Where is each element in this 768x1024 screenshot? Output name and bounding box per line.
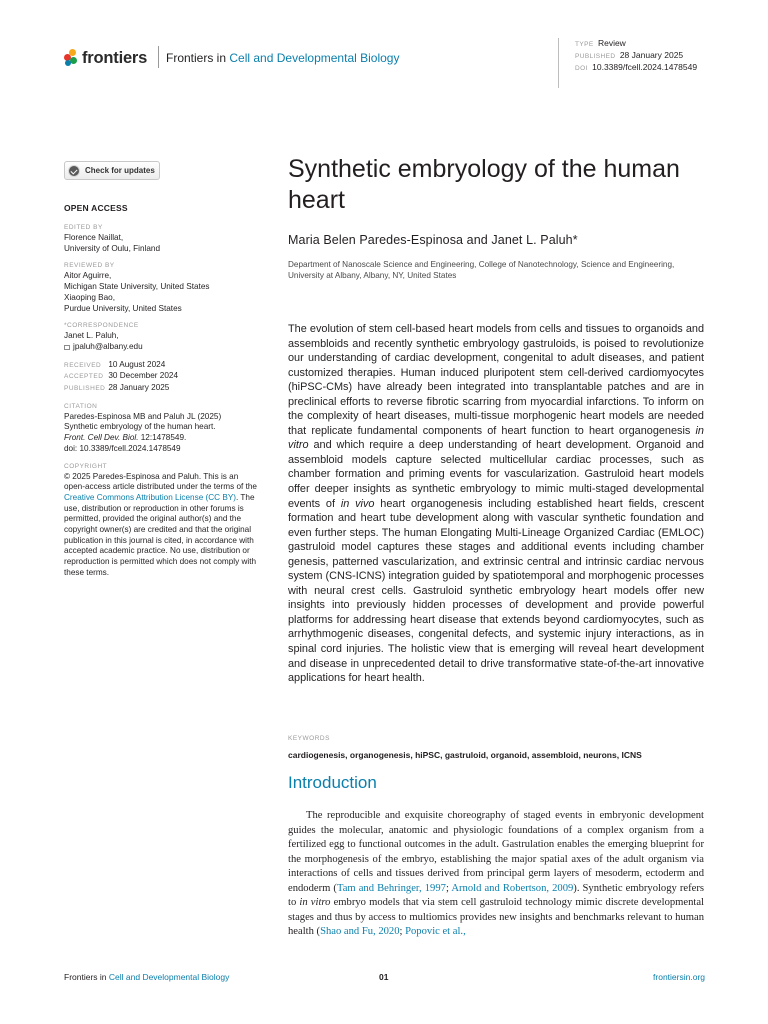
keywords-label: KEYWORDS bbox=[288, 735, 330, 742]
article-meta bbox=[558, 38, 697, 88]
copyright-section: COPYRIGHT © 2025 Paredes-Espinosa and Paluh. This is an open-access article distributed under the terms of the Creative Commons Attribution License (CC BY). The use, distribution or reproduction in other forums is permitted, provided the original author(s) and the copyright owner(s) are credited and that the original publication in this journal is cited, in accordance with accepted academic practice. No use, distribution or reproduction is permitted which does not comply with these terms. bbox=[64, 462, 257, 577]
keywords-list: cardiogenesis, organogenesis, hiPSC, gastruloid, organoid, assembloid, neurons, ICNS bbox=[288, 750, 642, 760]
frontiers-logo-mark-icon bbox=[64, 49, 78, 67]
author-affiliation: Department of Nanoscale Science and Engineering, College of Nanotechnology, Science and Engineering, University at Albany, Albany, NY, United States bbox=[288, 260, 675, 280]
journal-name bbox=[166, 51, 399, 65]
introduction-heading: Introduction bbox=[288, 773, 377, 792]
check-updates-label: Check for updates bbox=[85, 166, 155, 175]
edited-by-section: EDITED BY Florence Naillat, University of Oulu, Finland bbox=[64, 224, 161, 253]
footer-site-link[interactable]: frontiersin.org bbox=[653, 972, 705, 982]
article-authors: Maria Belen Paredes-Espinosa and Janet L. Paluh* bbox=[288, 233, 578, 247]
journal-prefix: Frontiers in bbox=[166, 51, 227, 65]
ref-arnold-robertson[interactable]: Arnold and Robertson, 2009 bbox=[451, 882, 574, 894]
ref-tam-behringer[interactable]: Tam and Behringer, 1997 bbox=[336, 882, 446, 894]
dates-section bbox=[64, 360, 264, 395]
citation-doi: doi: 10.3389/fcell.2024.1478549 bbox=[64, 443, 181, 453]
footer-journal: Frontiers in Cell and Developmental Biology bbox=[64, 972, 230, 982]
page-number: 01 bbox=[379, 972, 389, 982]
correspondence-section: *CORRESPONDENCE Janet L. Paluh, jpaluh@albany.edu bbox=[64, 321, 264, 352]
page-footer bbox=[64, 972, 705, 986]
check-updates-icon bbox=[68, 165, 80, 177]
journal-title: Cell and Developmental Biology bbox=[229, 51, 400, 65]
article-title: Synthetic embryology of the human heart bbox=[288, 155, 680, 214]
correspondence-email[interactable]: jpaluh@albany.edu bbox=[64, 342, 264, 353]
received-date: RECEIVED 10 August 2024 bbox=[64, 359, 166, 369]
reviewed-by-section: REVIEWED BY Aitor Aguirre, Michigan State University, United States Xiaoping Bao, Purdue University, United States bbox=[64, 262, 210, 313]
cc-license-link[interactable]: Creative Commons Attribution License (CC BY) bbox=[64, 492, 237, 502]
meta-type: TYPE Review bbox=[575, 38, 626, 48]
frontiers-logo[interactable] bbox=[64, 48, 147, 68]
citation-journal: Front. Cell Dev. Biol. bbox=[64, 433, 139, 443]
accepted-date: ACCEPTED 30 December 2024 bbox=[64, 371, 178, 381]
header-divider bbox=[158, 46, 159, 68]
check-for-updates-button[interactable] bbox=[64, 161, 160, 180]
citation-section: CITATION Paredes-Espinosa MB and Paluh JL (2025) Synthetic embryology of the human heart. Front. Cell Dev. Biol. 12:1478549. doi: 10.3389/fcell.2024.1478549 bbox=[64, 402, 264, 455]
article-info-sidebar bbox=[64, 203, 264, 586]
ref-popovic[interactable]: Popovic et al., bbox=[405, 926, 466, 938]
open-access-label: OPEN ACCESS bbox=[64, 203, 128, 213]
brand-name: frontiers bbox=[82, 48, 148, 67]
ref-shao-fu[interactable]: Shao and Fu, 2020 bbox=[320, 926, 400, 938]
meta-published: PUBLISHED 28 January 2025 bbox=[575, 50, 684, 60]
introduction-paragraph: The reproducible and exquisite choreography of staged events in embryonic development guides the molecular, anatomic and physiologic foundations of a complex organism from a fertilized egg to functional outcomes in the adult. Gastrulation enables the emerging blueprint for the morphogenesis of the embryo, establishing the major spatial axes of the adult organism via interactions of cells and tissues derived from principal germ layers of mesoderm, ectoderm and endoderm (Tam and Behringer, 1997; Arnold and Robertson, 2009). Synthetic embryology refers to in vitro embryo models that via stem cell gastruloid technology mimic discrete developmental stages and thus by access to multiomics provides new insights and benchmarks relevant to human health (Shao and Fu, 2020; Popovic et al., bbox=[288, 810, 705, 938]
published-date: PUBLISHED 28 January 2025 bbox=[64, 383, 170, 393]
email-icon bbox=[64, 345, 70, 350]
abstract: The evolution of stem cell-based heart models from cells and tissues to organoids and assembloids and recently synthetic embryology gastruloids, is poised to revolutionize our understanding of cardiac development, congenital to adult diseases, and patient customized therapies. Human induced pluripotent stem cell-derived cardiomyocytes (hiPSC-CMs) have already been integrated into transplantable patches and are in preclinical efforts to reverse fibrotic scarring from myocardial infarctions. To inform on the complexity of heart diseases, multi-tissue morphogenic heart models are needed that replicate fundamental components of heart function to heart organogenesis in vitro and which require a deep understanding of heart development. Organoid and assembloid models capture selected multicellular cardiac processes, such as chamber formation and priming events for vascularization. Gastruloid heart models offer deeper insights as synthetic embryology to mimic multi-staged developmental events of in vivo heart organogenesis including established heart fields, crescent formation and heart tube development along with vascular synthetic foundation and even further steps. The human Elongating Multi-Lineage Organized Cardiac (EMLOC) gastruloid model captures these stages and additional events including chamber genesis, patterned vascularization, and extrinsic central and intrinsic cardiac nervous system (CNS-ICNS) integration guided by spatiotemporal and morphogenic processes with neural crest cells. Gastruloid synthetic embryology heart models offer new insights into previously hidden processes of development and provide powerful platforms for addressing heart disease that extends beyond cardiomyocytes, such as arrhythmogenic diseases, congenital defects, and systemic injury interactions, as in spinal cord injuries. The holistic view that is emerging will reveal heart development and disease in unprecedented detail to drive transformative state-of-the-art innovative applications for heart health. bbox=[288, 323, 704, 685]
meta-doi: DOI 10.3389/fcell.2024.1478549 bbox=[575, 62, 698, 72]
